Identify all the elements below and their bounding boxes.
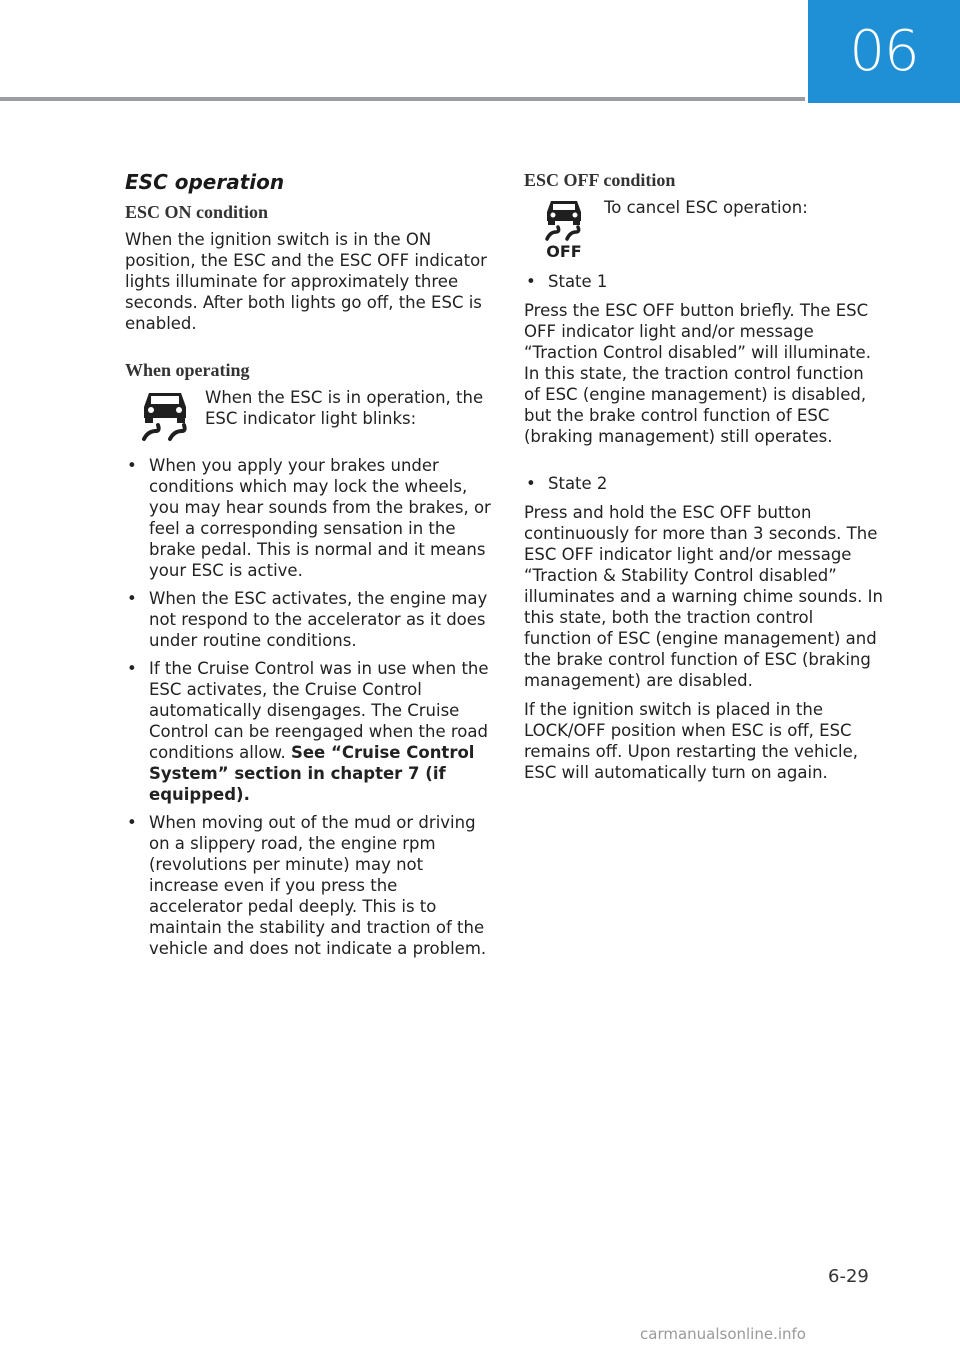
off-label: OFF [546,242,582,259]
state-2-label: • State 2 [524,473,884,494]
esc-on-heading: ESC ON condition [125,202,269,222]
when-operating-heading: When operating [125,360,250,380]
left-column [125,170,495,966]
esc-off-indicator-icon [524,197,604,259]
list-item: • When moving out of the mud or driving on a slippery road, the engine rpm (revolutions per minute) may not increase even if you press the accelerator pedal deeply. This is to maintain the stability and traction of the vehicle and does not indicate a problem. [125,812,495,959]
watermark: carmanualsonline.info [640,1325,806,1343]
esc-on-paragraph: When the ignition switch is in the ON position, the ESC and the ESC OFF indicator lights illuminate for approximately three seconds. After both lights go off, the ESC is enabled. [125,230,487,333]
list-item: • When the ESC activates, the engine may not respond to the accelerator as it does under routine conditions. [125,588,495,651]
list-item: • When you apply your brakes under conditions which may lock the wheels, you may hear sounds from the brakes, or feel a corresponding sensation in the brake pedal. This is normal and it means your ESC is active. [125,455,495,581]
esc-off-indicator-text: To cancel ESC operation: [604,198,808,217]
closing-paragraph: If the ignition switch is placed in the LOCK/OFF position when ESC is off, ESC remains off. Upon restarting the vehicle, ESC will automatically turn on again. [524,700,859,782]
page-number: 6-29 [828,1266,869,1287]
chapter-tab: 06 [808,0,960,103]
state-1-label: • State 1 [524,271,884,292]
section-title: ESC operation [125,170,285,194]
header-rule [0,97,805,101]
cruise-control-text: If the Cruise Control was in use when the ESC activates, the Cruise Control automatically disengages. The Cruise Control can be reengaged when the road conditions allow. [149,659,489,762]
state-2-paragraph: Press and hold the ESC OFF button continuously for more than 3 seconds. The ESC OFF indicator light and/or message “Traction & Stability Control disabled” illuminates and a warning chime sounds. In this state, both the traction control function of ESC (engine management) and the brake control function of ESC (braking management) are disabled. [524,503,883,690]
right-column [524,170,884,791]
esc-indicator-icon [125,387,205,443]
cruise-control-reference: See “Cruise Control System” section in chapter 7 (if equipped). [149,743,475,804]
esc-off-indicator-row [524,197,884,259]
list-item [125,658,495,805]
esc-indicator-row [125,387,495,443]
esc-indicator-text: When the ESC is in operation, the ESC indicator light blinks: [205,388,484,428]
state-1-paragraph: Press the ESC OFF button briefly. The ESC OFF indicator light and/or message “Traction Control disabled” will illuminate. In this state, the traction control function of ESC (engine management) is disabled, but the brake control function of ESC (braking management) still operates. [524,301,871,446]
esc-off-heading: ESC OFF condition [524,170,676,190]
operating-bullet-list [125,455,495,959]
